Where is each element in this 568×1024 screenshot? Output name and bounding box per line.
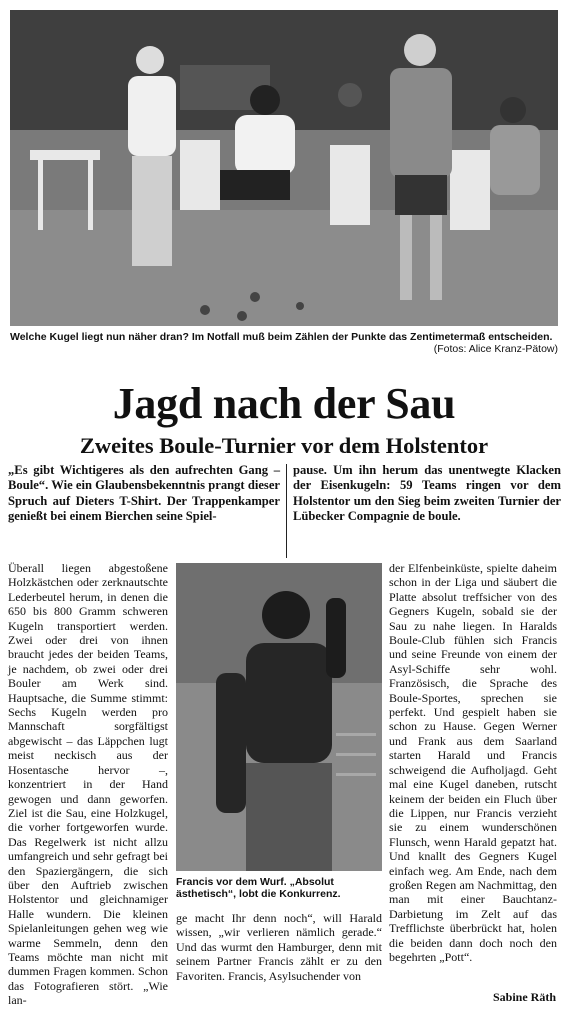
lead-paragraph-left: „Es gibt Wichtigeres als den aufrechten Gang – Boule“. Wie ein Glaubensbekenntnis prangt dieser Spruch auf Dieters T-Shirt. Der Trappenkamper genießt bei einem Bierchen seine Spiel-	[8, 463, 280, 523]
boule-players-photo	[10, 10, 558, 326]
body-column-middle: ge macht Ihr denn noch“, will Harald wissen, „wir verlieren nämlich gerade.“ Und das wurmt den Hamburger, denn mit seinem Partner Francis zählt er zu den Favoriten. Francis, Asylsuchender von	[176, 911, 382, 983]
headline: Jagd nach der Sau	[112, 379, 456, 428]
lead-paragraph-right: pause. Um ihn herum das unentwegte Klacken der Eisenkugeln: 59 Teams ringen vor dem Holstentor um den Sieg beim zweiten Turnier der Lübecker Compagnie de boule.	[293, 463, 561, 523]
lead-divider	[286, 464, 287, 558]
photo-credit: (Fotos: Alice Kranz-Pätow)	[433, 343, 558, 355]
subheadline: Zweites Boule-Turnier vor dem Holstentor	[79, 433, 489, 458]
top-photo-caption	[10, 331, 558, 355]
body-column-right: der Elfenbeinküste, spielte daheim schon in der Liga und säubert die Platte absolut treffsicher von des Gegners Kugeln, sobald sie der Sau zu nahe liegen. In Haralds Boule-Club fühlen sich Francis und seine Freunde von einem der Asyl-Schiffe sehr wohl. Französisch, die Sprache des Boule-Sportes, sprechen sie perfekt. Und gespielt haben sie schon zu Hause. Gegen Werner und Frank aus dem Saarland starten Harald und Francis schweigend die Aufholjagd. Geht mal eine Kugel daneben, rutscht keinem der beiden ein Fluch über die Lippen, nur Francis verzieht sie zu einem wunderschönen Flunsch, wenn Harald gepatzt hat. Und knallt des Gegners Kugel einfach weg. Am Ende, nach dem großen Regen am Nachmittag, den man mit einer Bauchtanz-Darbietung im Zelt auf das Trefflichste überbrückt hat, holen die beiden dann doch noch den begehrten „Pott“.	[389, 561, 557, 964]
francis-photo	[176, 563, 382, 871]
body-column-left: Überall liegen abgestoßene Holzkästchen oder zerknautschte Lederbeutel herum, in denen die 650 bis 800 Gramm schweren Kugeln transportiert werden. Zwei oder drei von ihnen braucht jedes der beiden Teams, je nachdem, ob zwei oder drei Bouler am Werk sind. Hauptsache, die Summe stimmt: Sechs Kugeln werden pro Mannschaft sorgfältigst abgewischt – das Läppchen lugt meist neckisch aus der Hosentasche hervor –, konzentriert in der Hand gewogen und dann geworfen. Ziel ist die Sau, eine Holzkugel, die vorher fortgeworfen wurde. Das Regelwerk ist nicht allzu umfangreich und sehr gefragt bei den Spaziergängern, die sich über den Auftrieb zwischen Holstentor und gleichnamiger Halle wundern. Die kleinen Spielanleitungen gehen weg wie warme Semmeln, denn den Teams möchte man nicht mit dummen Fragen kommen. Schon das Fotografieren stört. „Wie lan-	[8, 561, 168, 1008]
mid-photo-caption: Francis vor dem Wurf. „Absolut ästhetisch“, lobt die Konkurrenz.	[176, 876, 341, 900]
author-byline: Sabine Räth	[492, 990, 556, 1004]
top-caption-text: Welche Kugel liegt nun näher dran? Im Notfall muß beim Zählen der Punkte das Zentimetermaß entscheiden.	[10, 331, 553, 343]
